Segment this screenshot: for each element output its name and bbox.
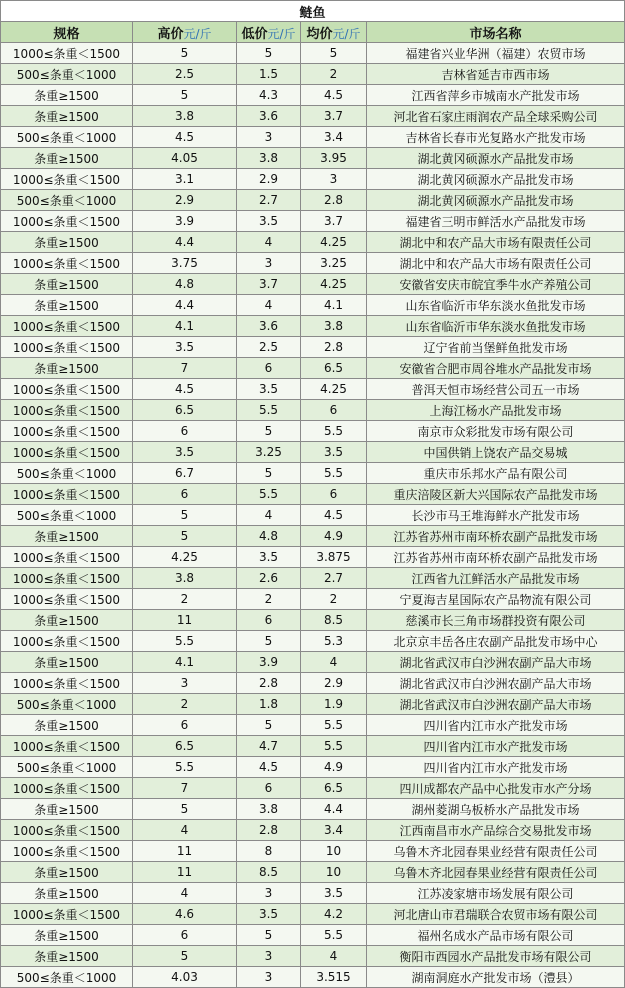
cell-high-price: 3.8 xyxy=(133,568,237,589)
cell-market-name: 福州名成水产品市场有限公司 xyxy=(367,925,625,946)
cell-avg-price: 2 xyxy=(301,589,367,610)
cell-spec: 1000≤条重＜1500 xyxy=(1,421,133,442)
cell-spec: 条重≥1500 xyxy=(1,925,133,946)
table-row xyxy=(1,967,625,988)
cell-avg-price: 4.9 xyxy=(301,526,367,547)
cell-avg-price: 4.25 xyxy=(301,232,367,253)
cell-market-name: 四川省内江市水产批发市场 xyxy=(367,736,625,757)
cell-spec: 条重≥1500 xyxy=(1,106,133,127)
cell-high-price: 5 xyxy=(133,526,237,547)
cell-low-price: 6 xyxy=(237,778,301,799)
cell-low-price: 1.8 xyxy=(237,694,301,715)
cell-spec: 1000≤条重＜1500 xyxy=(1,631,133,652)
cell-low-price: 2.9 xyxy=(237,169,301,190)
cell-market-name: 湖北省武汉市白沙洲农副产品大市场 xyxy=(367,652,625,673)
cell-market-name: 江西南昌市水产品综合交易批发市场 xyxy=(367,820,625,841)
cell-low-price: 5 xyxy=(237,463,301,484)
header-high xyxy=(133,22,237,43)
cell-avg-price: 3.7 xyxy=(301,106,367,127)
cell-spec: 条重≥1500 xyxy=(1,883,133,904)
table-row xyxy=(1,295,625,316)
cell-spec: 条重≥1500 xyxy=(1,799,133,820)
cell-low-price: 4 xyxy=(237,232,301,253)
cell-market-name: 四川省内江市水产批发市场 xyxy=(367,757,625,778)
cell-avg-price: 3 xyxy=(301,169,367,190)
cell-high-price: 5.5 xyxy=(133,757,237,778)
cell-low-price: 5 xyxy=(237,715,301,736)
cell-avg-price: 3.8 xyxy=(301,316,367,337)
table-row xyxy=(1,568,625,589)
cell-high-price: 3 xyxy=(133,673,237,694)
cell-avg-price: 10 xyxy=(301,841,367,862)
table-row xyxy=(1,715,625,736)
cell-high-price: 5.5 xyxy=(133,631,237,652)
cell-spec: 1000≤条重＜1500 xyxy=(1,484,133,505)
cell-market-name: 山东省临沂市华东淡水鱼批发市场 xyxy=(367,316,625,337)
table-row xyxy=(1,526,625,547)
cell-low-price: 3.8 xyxy=(237,799,301,820)
cell-spec: 条重≥1500 xyxy=(1,358,133,379)
cell-high-price: 5 xyxy=(133,85,237,106)
cell-market-name: 普洱天恒市场经营公司五一市场 xyxy=(367,379,625,400)
cell-spec: 1000≤条重＜1500 xyxy=(1,400,133,421)
cell-spec: 1000≤条重＜1500 xyxy=(1,736,133,757)
table-row xyxy=(1,904,625,925)
cell-high-price: 6.7 xyxy=(133,463,237,484)
cell-spec: 条重≥1500 xyxy=(1,862,133,883)
cell-avg-price: 2.8 xyxy=(301,190,367,211)
cell-market-name: 河北唐山市君瑞联合农贸市场有限公司 xyxy=(367,904,625,925)
cell-high-price: 11 xyxy=(133,841,237,862)
cell-high-price: 3.75 xyxy=(133,253,237,274)
cell-avg-price: 4 xyxy=(301,652,367,673)
cell-avg-price: 3.875 xyxy=(301,547,367,568)
cell-avg-price: 4.4 xyxy=(301,799,367,820)
cell-market-name: 湖北中和农产品大市场有限责任公司 xyxy=(367,232,625,253)
cell-spec: 条重≥1500 xyxy=(1,715,133,736)
cell-high-price: 4.5 xyxy=(133,127,237,148)
cell-market-name: 福建省兴业华洲（福建）农贸市场 xyxy=(367,43,625,64)
cell-low-price: 5 xyxy=(237,925,301,946)
header-spec: 规格 xyxy=(1,22,133,43)
cell-spec: 条重≥1500 xyxy=(1,85,133,106)
cell-spec: 1000≤条重＜1500 xyxy=(1,820,133,841)
cell-low-price: 2 xyxy=(237,589,301,610)
cell-market-name: 湖南洞庭水产批发市场（澧县） xyxy=(367,967,625,988)
cell-low-price: 2.8 xyxy=(237,820,301,841)
cell-low-price: 3.5 xyxy=(237,547,301,568)
table-row xyxy=(1,64,625,85)
cell-high-price: 4.1 xyxy=(133,316,237,337)
header-low xyxy=(237,22,301,43)
cell-avg-price: 3.5 xyxy=(301,442,367,463)
cell-high-price: 4.1 xyxy=(133,652,237,673)
cell-low-price: 3.8 xyxy=(237,148,301,169)
table-row xyxy=(1,274,625,295)
cell-high-price: 3.1 xyxy=(133,169,237,190)
cell-high-price: 4.4 xyxy=(133,295,237,316)
cell-market-name: 吉林省延吉市西市场 xyxy=(367,64,625,85)
cell-high-price: 5 xyxy=(133,799,237,820)
cell-high-price: 7 xyxy=(133,778,237,799)
cell-high-price: 4 xyxy=(133,820,237,841)
cell-spec: 1000≤条重＜1500 xyxy=(1,778,133,799)
header-high-label: 高价 xyxy=(157,26,184,42)
cell-market-name: 慈溪市长三角市场群投资有限公司 xyxy=(367,610,625,631)
cell-low-price: 8 xyxy=(237,841,301,862)
cell-avg-price: 3.5 xyxy=(301,883,367,904)
cell-spec: 条重≥1500 xyxy=(1,652,133,673)
cell-avg-price: 4.5 xyxy=(301,505,367,526)
cell-spec: 1000≤条重＜1500 xyxy=(1,673,133,694)
table-row xyxy=(1,757,625,778)
cell-spec: 500≤条重＜1000 xyxy=(1,190,133,211)
cell-low-price: 3 xyxy=(237,883,301,904)
cell-low-price: 4.7 xyxy=(237,736,301,757)
cell-high-price: 3.8 xyxy=(133,106,237,127)
cell-spec: 条重≥1500 xyxy=(1,274,133,295)
cell-low-price: 3.6 xyxy=(237,316,301,337)
cell-market-name: 宁夏海吉星国际农产品物流有限公司 xyxy=(367,589,625,610)
cell-avg-price: 2.7 xyxy=(301,568,367,589)
cell-low-price: 4.3 xyxy=(237,85,301,106)
cell-spec: 条重≥1500 xyxy=(1,946,133,967)
table-title: 鲢鱼 xyxy=(1,1,625,22)
table-row xyxy=(1,778,625,799)
cell-spec: 500≤条重＜1000 xyxy=(1,967,133,988)
cell-avg-price: 5.3 xyxy=(301,631,367,652)
cell-market-name: 湖北中和农产品大市场有限责任公司 xyxy=(367,253,625,274)
cell-low-price: 5 xyxy=(237,421,301,442)
cell-low-price: 3.6 xyxy=(237,106,301,127)
table-row xyxy=(1,421,625,442)
cell-market-name: 北京京丰岳各庄农副产品批发市场中心 xyxy=(367,631,625,652)
table-row xyxy=(1,694,625,715)
table-row xyxy=(1,358,625,379)
cell-high-price: 3.5 xyxy=(133,442,237,463)
cell-market-name: 江苏凌家塘市场发展有限公司 xyxy=(367,883,625,904)
cell-spec: 条重≥1500 xyxy=(1,232,133,253)
table-row xyxy=(1,337,625,358)
cell-spec: 1000≤条重＜1500 xyxy=(1,253,133,274)
cell-market-name: 上海江杨水产品批发市场 xyxy=(367,400,625,421)
cell-avg-price: 8.5 xyxy=(301,610,367,631)
header-low-unit: 元/斤 xyxy=(267,26,296,41)
cell-avg-price: 2.8 xyxy=(301,337,367,358)
cell-avg-price: 5.5 xyxy=(301,715,367,736)
table-row xyxy=(1,589,625,610)
cell-spec: 1000≤条重＜1500 xyxy=(1,43,133,64)
cell-market-name: 四川省内江市水产批发市场 xyxy=(367,715,625,736)
cell-low-price: 2.5 xyxy=(237,337,301,358)
cell-avg-price: 6 xyxy=(301,400,367,421)
cell-low-price: 3 xyxy=(237,253,301,274)
table-body xyxy=(1,43,625,988)
cell-high-price: 6.5 xyxy=(133,400,237,421)
cell-low-price: 8.5 xyxy=(237,862,301,883)
table-row xyxy=(1,841,625,862)
cell-market-name: 重庆涪陵区新大兴国际农产品批发市场 xyxy=(367,484,625,505)
cell-avg-price: 3.4 xyxy=(301,820,367,841)
cell-high-price: 11 xyxy=(133,610,237,631)
cell-high-price: 2.5 xyxy=(133,64,237,85)
cell-low-price: 3.5 xyxy=(237,904,301,925)
cell-market-name: 湖北黄冈硕源水产品批发市场 xyxy=(367,148,625,169)
table-row xyxy=(1,211,625,232)
cell-market-name: 四川成都农产品中心批发市水产分场 xyxy=(367,778,625,799)
cell-low-price: 5.5 xyxy=(237,484,301,505)
cell-avg-price: 4.2 xyxy=(301,904,367,925)
cell-spec: 500≤条重＜1000 xyxy=(1,505,133,526)
cell-avg-price: 5.5 xyxy=(301,421,367,442)
header-avg xyxy=(301,22,367,43)
cell-market-name: 福建省三明市鲜活水产品批发市场 xyxy=(367,211,625,232)
table-row xyxy=(1,673,625,694)
cell-low-price: 1.5 xyxy=(237,64,301,85)
title-row xyxy=(1,1,625,22)
cell-avg-price: 4.9 xyxy=(301,757,367,778)
table-row xyxy=(1,148,625,169)
cell-low-price: 6 xyxy=(237,610,301,631)
cell-high-price: 6 xyxy=(133,484,237,505)
cell-avg-price: 10 xyxy=(301,862,367,883)
header-avg-unit: 元/斤 xyxy=(332,26,361,41)
table-row xyxy=(1,43,625,64)
cell-market-name: 中国供销上饶农产品交易城 xyxy=(367,442,625,463)
cell-market-name: 安徽省合肥市周谷堆水产品批发市场 xyxy=(367,358,625,379)
cell-market-name: 重庆市乐邦水产品有限公司 xyxy=(367,463,625,484)
cell-low-price: 3 xyxy=(237,127,301,148)
cell-high-price: 3.9 xyxy=(133,211,237,232)
cell-high-price: 2 xyxy=(133,589,237,610)
cell-high-price: 4.8 xyxy=(133,274,237,295)
cell-spec: 1000≤条重＜1500 xyxy=(1,547,133,568)
header-high-unit: 元/斤 xyxy=(183,26,212,41)
cell-high-price: 5 xyxy=(133,946,237,967)
cell-high-price: 2.9 xyxy=(133,190,237,211)
table-row xyxy=(1,232,625,253)
header-market: 市场名称 xyxy=(367,22,625,43)
cell-high-price: 4.6 xyxy=(133,904,237,925)
cell-high-price: 3.5 xyxy=(133,337,237,358)
cell-market-name: 湖北黄冈硕源水产品批发市场 xyxy=(367,169,625,190)
cell-avg-price: 5 xyxy=(301,43,367,64)
cell-avg-price: 4.1 xyxy=(301,295,367,316)
cell-avg-price: 3.7 xyxy=(301,211,367,232)
cell-avg-price: 3.95 xyxy=(301,148,367,169)
table-row xyxy=(1,610,625,631)
cell-high-price: 6 xyxy=(133,715,237,736)
cell-market-name: 河北省石家庄雨润农产品全球采购公司 xyxy=(367,106,625,127)
table-row xyxy=(1,925,625,946)
cell-high-price: 4.05 xyxy=(133,148,237,169)
cell-market-name: 南京市众彩批发市场有限公司 xyxy=(367,421,625,442)
cell-market-name: 长沙市马王堆海鲜水产批发市场 xyxy=(367,505,625,526)
cell-high-price: 4.5 xyxy=(133,379,237,400)
cell-market-name: 乌鲁木齐北园春果业经营有限责任公司 xyxy=(367,862,625,883)
cell-high-price: 5 xyxy=(133,505,237,526)
cell-spec: 1000≤条重＜1500 xyxy=(1,379,133,400)
table-row xyxy=(1,799,625,820)
cell-spec: 1000≤条重＜1500 xyxy=(1,442,133,463)
table-row xyxy=(1,505,625,526)
cell-market-name: 乌鲁木齐北园春果业经营有限责任公司 xyxy=(367,841,625,862)
table-row xyxy=(1,127,625,148)
table-row xyxy=(1,106,625,127)
cell-spec: 条重≥1500 xyxy=(1,148,133,169)
cell-market-name: 山东省临沂市华东淡水鱼批发市场 xyxy=(367,295,625,316)
cell-avg-price: 2 xyxy=(301,64,367,85)
cell-market-name: 江西省萍乡市城南水产批发市场 xyxy=(367,85,625,106)
cell-avg-price: 4.5 xyxy=(301,85,367,106)
cell-low-price: 4 xyxy=(237,295,301,316)
cell-low-price: 4 xyxy=(237,505,301,526)
cell-market-name: 湖北黄冈硕源水产品批发市场 xyxy=(367,190,625,211)
cell-low-price: 2.8 xyxy=(237,673,301,694)
table-row xyxy=(1,85,625,106)
cell-low-price: 5 xyxy=(237,631,301,652)
cell-market-name: 江苏省苏州市南环桥农副产品批发市场 xyxy=(367,526,625,547)
cell-spec: 1000≤条重＜1500 xyxy=(1,337,133,358)
cell-high-price: 7 xyxy=(133,358,237,379)
cell-market-name: 安徽省安庆市皖宜季牛水产养殖公司 xyxy=(367,274,625,295)
cell-spec: 500≤条重＜1000 xyxy=(1,694,133,715)
cell-avg-price: 6.5 xyxy=(301,778,367,799)
cell-market-name: 辽宁省前当堡鲜鱼批发市场 xyxy=(367,337,625,358)
cell-avg-price: 1.9 xyxy=(301,694,367,715)
cell-low-price: 3.5 xyxy=(237,379,301,400)
cell-market-name: 吉林省长春市光复路水产批发市场 xyxy=(367,127,625,148)
table-row xyxy=(1,463,625,484)
cell-low-price: 3.7 xyxy=(237,274,301,295)
table-row xyxy=(1,883,625,904)
table-row xyxy=(1,820,625,841)
cell-avg-price: 4.25 xyxy=(301,274,367,295)
cell-high-price: 6 xyxy=(133,421,237,442)
table-row xyxy=(1,400,625,421)
table-row xyxy=(1,652,625,673)
cell-low-price: 4.5 xyxy=(237,757,301,778)
table-row xyxy=(1,547,625,568)
cell-market-name: 江苏省苏州市南环桥农副产品批发市场 xyxy=(367,547,625,568)
table-row xyxy=(1,862,625,883)
cell-high-price: 6.5 xyxy=(133,736,237,757)
cell-spec: 500≤条重＜1000 xyxy=(1,64,133,85)
table-row xyxy=(1,253,625,274)
cell-spec: 1000≤条重＜1500 xyxy=(1,904,133,925)
cell-spec: 条重≥1500 xyxy=(1,610,133,631)
cell-avg-price: 2.9 xyxy=(301,673,367,694)
cell-avg-price: 5.5 xyxy=(301,925,367,946)
cell-low-price: 3.9 xyxy=(237,652,301,673)
table-row xyxy=(1,379,625,400)
table-row xyxy=(1,631,625,652)
cell-spec: 1000≤条重＜1500 xyxy=(1,211,133,232)
cell-spec: 1000≤条重＜1500 xyxy=(1,169,133,190)
cell-high-price: 6 xyxy=(133,925,237,946)
cell-low-price: 3.25 xyxy=(237,442,301,463)
cell-high-price: 4.4 xyxy=(133,232,237,253)
cell-low-price: 3.5 xyxy=(237,211,301,232)
table-row xyxy=(1,736,625,757)
cell-spec: 1000≤条重＜1500 xyxy=(1,589,133,610)
cell-low-price: 5.5 xyxy=(237,400,301,421)
cell-avg-price: 3.515 xyxy=(301,967,367,988)
cell-low-price: 2.6 xyxy=(237,568,301,589)
table-row xyxy=(1,316,625,337)
cell-high-price: 5 xyxy=(133,43,237,64)
cell-spec: 1000≤条重＜1500 xyxy=(1,841,133,862)
cell-spec: 500≤条重＜1000 xyxy=(1,757,133,778)
cell-avg-price: 6 xyxy=(301,484,367,505)
cell-avg-price: 6.5 xyxy=(301,358,367,379)
cell-avg-price: 4 xyxy=(301,946,367,967)
cell-low-price: 3 xyxy=(237,946,301,967)
cell-high-price: 2 xyxy=(133,694,237,715)
cell-market-name: 衡阳市西园水产品批发市场有限公司 xyxy=(367,946,625,967)
header-low-label: 低价 xyxy=(241,26,268,42)
cell-low-price: 6 xyxy=(237,358,301,379)
cell-spec: 500≤条重＜1000 xyxy=(1,127,133,148)
cell-low-price: 4.8 xyxy=(237,526,301,547)
table-row xyxy=(1,190,625,211)
cell-avg-price: 5.5 xyxy=(301,463,367,484)
table-row xyxy=(1,442,625,463)
cell-high-price: 4.03 xyxy=(133,967,237,988)
cell-spec: 1000≤条重＜1500 xyxy=(1,316,133,337)
header-avg-label: 均价 xyxy=(306,26,333,42)
cell-market-name: 江西省九江鲜活水产品批发市场 xyxy=(367,568,625,589)
cell-low-price: 3 xyxy=(237,967,301,988)
cell-avg-price: 3.4 xyxy=(301,127,367,148)
header-row xyxy=(1,22,625,43)
cell-spec: 1000≤条重＜1500 xyxy=(1,568,133,589)
cell-market-name: 湖州菱湖乌板桥水产品批发市场 xyxy=(367,799,625,820)
cell-low-price: 2.7 xyxy=(237,190,301,211)
cell-market-name: 湖北省武汉市白沙洲农副产品大市场 xyxy=(367,673,625,694)
table-row xyxy=(1,484,625,505)
table-row xyxy=(1,946,625,967)
cell-avg-price: 4.25 xyxy=(301,379,367,400)
cell-high-price: 11 xyxy=(133,862,237,883)
cell-spec: 条重≥1500 xyxy=(1,526,133,547)
cell-high-price: 4 xyxy=(133,883,237,904)
cell-market-name: 湖北省武汉市白沙洲农副产品大市场 xyxy=(367,694,625,715)
table-row xyxy=(1,169,625,190)
cell-avg-price: 3.25 xyxy=(301,253,367,274)
cell-spec: 500≤条重＜1000 xyxy=(1,463,133,484)
cell-spec: 条重≥1500 xyxy=(1,295,133,316)
cell-avg-price: 5.5 xyxy=(301,736,367,757)
cell-high-price: 4.25 xyxy=(133,547,237,568)
cell-low-price: 5 xyxy=(237,43,301,64)
